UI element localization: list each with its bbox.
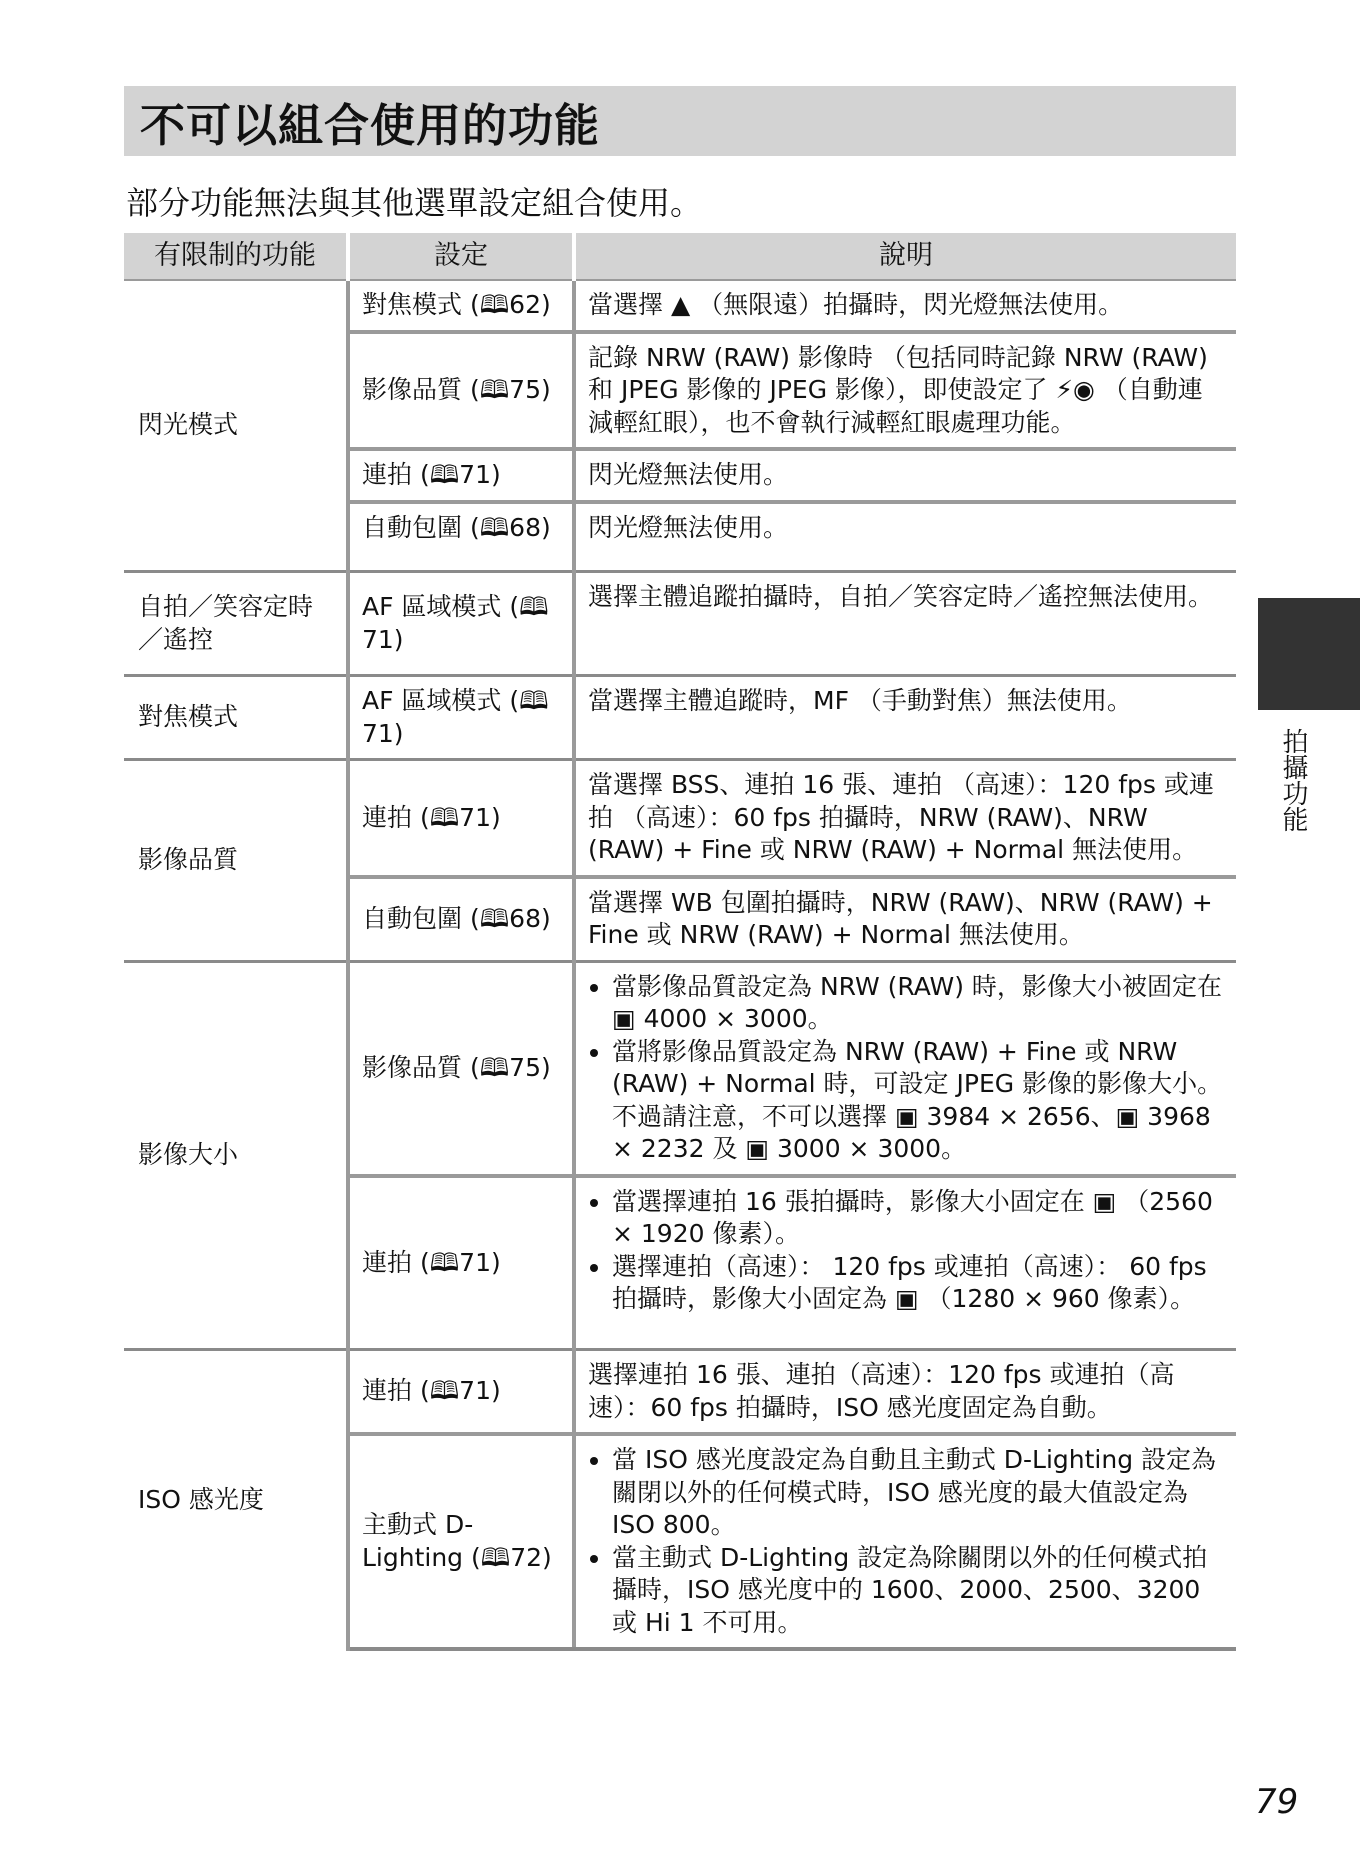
header-setting: 設定	[348, 233, 574, 280]
feature-image-quality: 影像品質	[124, 760, 348, 962]
intro-text: 部分功能無法與其他選單設定組合使用。	[126, 184, 703, 222]
setting-cell: 連拍 (🕮71)	[348, 1350, 574, 1435]
description-cell: 當選擇 BSS、連拍 16 張、連拍 （高速）：120 fps 或連拍 （高速）：60 fps 拍攝時，NRW (RAW)、NRW (RAW) + Fine 或 NRW (RAW) + Normal 無法使用。	[574, 760, 1236, 877]
setting-cell: AF 區域模式 (🕮71)	[348, 572, 574, 676]
setting-cell: 自動包圍 (🕮68)	[348, 877, 574, 962]
chapter-label: 拍攝功能	[1278, 728, 1308, 832]
description-cell: 閃光燈無法使用。	[574, 502, 1236, 572]
header-feature: 有限制的功能	[124, 233, 348, 280]
setting-cell: 主動式 D-Lighting (🕮72)	[348, 1434, 574, 1649]
description-cell: 閃光燈無法使用。	[574, 449, 1236, 502]
table-row	[124, 572, 1236, 676]
feature-self-timer: 自拍／笑容定時／遙控	[124, 572, 348, 676]
page-title: 不可以組合使用的功能	[140, 98, 601, 152]
table-row	[124, 961, 1236, 1176]
feature-flash-mode: 閃光模式	[124, 280, 348, 572]
list-item: • 當 ISO 感光度設定為自動且主動式 D-Lighting 設定為關閉以外的任何模式時，ISO 感光度的最大值設定為 ISO 800。	[612, 1444, 1224, 1542]
description-cell: 當選擇主體追蹤時，MF （手動對焦）無法使用。	[574, 676, 1236, 760]
feature-focus-mode: 對焦模式	[124, 676, 348, 760]
setting-cell: 影像品質 (🕮75)	[348, 961, 574, 1176]
header-description: 說明	[574, 233, 1236, 280]
list-item: • 當影像品質設定為 NRW (RAW) 時，影像大小被固定在 ▣ 4000 × 3000。	[612, 971, 1224, 1036]
description-cell: 選擇連拍 16 張、連拍（高速）：120 fps 或連拍（高速）：60 fps 拍攝時，ISO 感光度固定為自動。	[574, 1350, 1236, 1435]
description-cell: 當選擇 ▲ （無限遠）拍攝時，閃光燈無法使用。	[588, 290, 1124, 319]
table-row	[124, 1350, 1236, 1435]
list-item: • 選擇連拍（高速）： 120 fps 或連拍（高速）： 60 fps 拍攝時，影像大小固定為 ▣ （1280 × 960 像素）。	[612, 1251, 1224, 1316]
setting-cell: 連拍 (🕮71)	[348, 1176, 574, 1350]
feature-iso-sensitivity: ISO 感光度	[124, 1350, 348, 1650]
list-item: • 當選擇連拍 16 張拍攝時，影像大小固定在 ▣ （2560 × 1920 像素）。	[612, 1186, 1224, 1251]
setting-cell: 連拍 (🕮71)	[348, 449, 574, 502]
table-row	[124, 280, 1236, 332]
feature-image-size: 影像大小	[124, 961, 348, 1350]
chapter-tab	[1258, 598, 1360, 710]
list-item: • 當將影像品質設定為 NRW (RAW) + Fine 或 NRW (RAW) + Normal 時，可設定 JPEG 影像的影像大小。不過請注意，不可以選擇 ▣ 3984 × 2656、▣ 3968 × 2232 及 ▣ 3000 × 3000。	[612, 1036, 1224, 1166]
description-cell: 當選擇 WB 包圍拍攝時，NRW (RAW)、NRW (RAW) + Fine 或 NRW (RAW) + Normal 無法使用。	[574, 877, 1236, 962]
title-bar	[124, 86, 1236, 156]
page-number: 79	[1255, 1782, 1299, 1822]
list-item: • 當主動式 D-Lighting 設定為除關閉以外的任何模式拍攝時，ISO 感光度中的 1600、2000、2500、3200 或 Hi 1 不可用。	[612, 1542, 1224, 1640]
description-cell	[574, 961, 1236, 1176]
setting-cell: 自動包圍 (🕮68)	[348, 502, 574, 572]
table-row	[124, 676, 1236, 760]
table-row	[124, 760, 1236, 877]
description-cell: 選擇主體追蹤拍攝時，自拍／笑容定時／遙控無法使用。	[574, 572, 1236, 676]
description-cell	[574, 1434, 1236, 1649]
setting-cell: 連拍 (🕮71)	[348, 760, 574, 877]
table-header-row	[124, 233, 1236, 280]
setting-cell: 影像品質 (🕮75)	[348, 332, 574, 450]
restrictions-table	[124, 233, 1236, 1651]
description-cell: 記錄 NRW (RAW) 影像時 （包括同時記錄 NRW (RAW) 和 JPEG 影像的 JPEG 影像），即使設定了 ⚡◉ （自動連減輕紅眼），也不會執行減輕紅眼處理功能。	[574, 332, 1236, 450]
setting-cell: AF 區域模式 (🕮71)	[348, 676, 574, 760]
setting-cell: 對焦模式 (🕮62)	[348, 280, 574, 332]
description-cell	[574, 1176, 1236, 1350]
